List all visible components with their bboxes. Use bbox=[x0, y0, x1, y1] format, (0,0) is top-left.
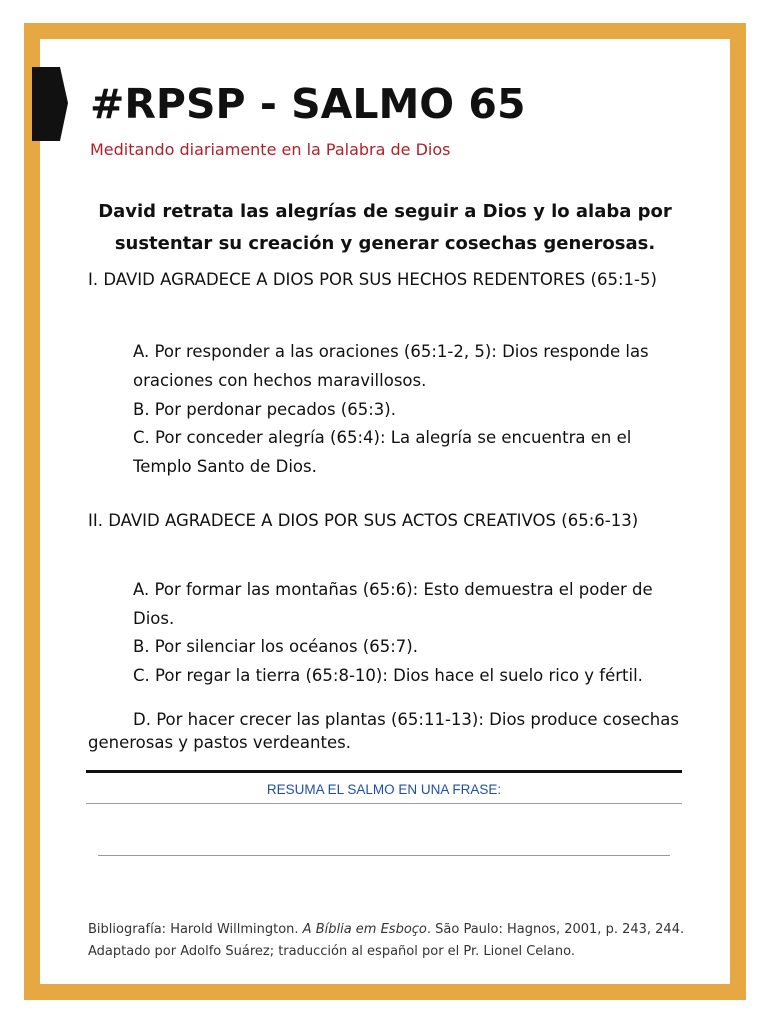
section-1-item-a: A. Por responder a las oraciones (65:1-2, 5): Dios responde las oraciones con hechos maravillosos. bbox=[133, 342, 649, 390]
section-2-item-c: C. Por regar la tierra (65:8-10): Dios hace el suelo rico y fértil. bbox=[133, 666, 643, 685]
page-subtitle: Meditando diariamente en la Palabra de Dios bbox=[90, 140, 451, 159]
summary-answer-line[interactable] bbox=[98, 855, 670, 856]
bibliography-lead: Bibliografía: Harold Willmington. bbox=[88, 922, 303, 937]
section-2-item-a: A. Por formar las montañas (65:6): Esto demuestra el poder de Dios. bbox=[133, 580, 653, 628]
section-2-item-b: B. Por silenciar los océanos (65:7). bbox=[133, 637, 418, 656]
bookmark-tab-icon bbox=[8, 45, 68, 149]
section-1-item-b: B. Por perdonar pecados (65:3). bbox=[133, 400, 396, 419]
section-heading-2: II. DAVID AGRADECE A DIOS POR SUS ACTOS CREATIVOS (65:6-13) bbox=[88, 511, 639, 530]
bibliography bbox=[88, 919, 698, 963]
section-heading-1: I. DAVID AGRADECE A DIOS POR SUS HECHOS REDENTORES (65:1-5) bbox=[88, 270, 657, 289]
intro-summary: David retrata las alegrías de seguir a Dios y lo alaba por sustentar su creación y generar cosechas generosas. bbox=[98, 201, 672, 254]
divider-thick bbox=[86, 770, 682, 773]
bibliography-rest: . São Paulo: Hagnos, 2001, p. 243, 244. Adaptado por Adolfo Suárez; traducción al español por el Pr. Lionel Celano. bbox=[88, 922, 685, 959]
divider-thin bbox=[86, 803, 682, 804]
bibliography-book-title: A Bíblia em Esboço bbox=[302, 922, 427, 937]
summary-prompt: RESUMA EL SALMO EN UNA FRASE: bbox=[266, 782, 502, 797]
page-title: #RPSP - SALMO 65 bbox=[90, 80, 526, 128]
section-1-item-c: C. Por conceder alegría (65:4): La alegría se encuentra en el Templo Santo de Dios. bbox=[133, 428, 632, 476]
section-2-item-d: D. Por hacer crecer las plantas (65:11-13): Dios produce cosechas generosas y pastos verdeantes. bbox=[88, 710, 679, 752]
